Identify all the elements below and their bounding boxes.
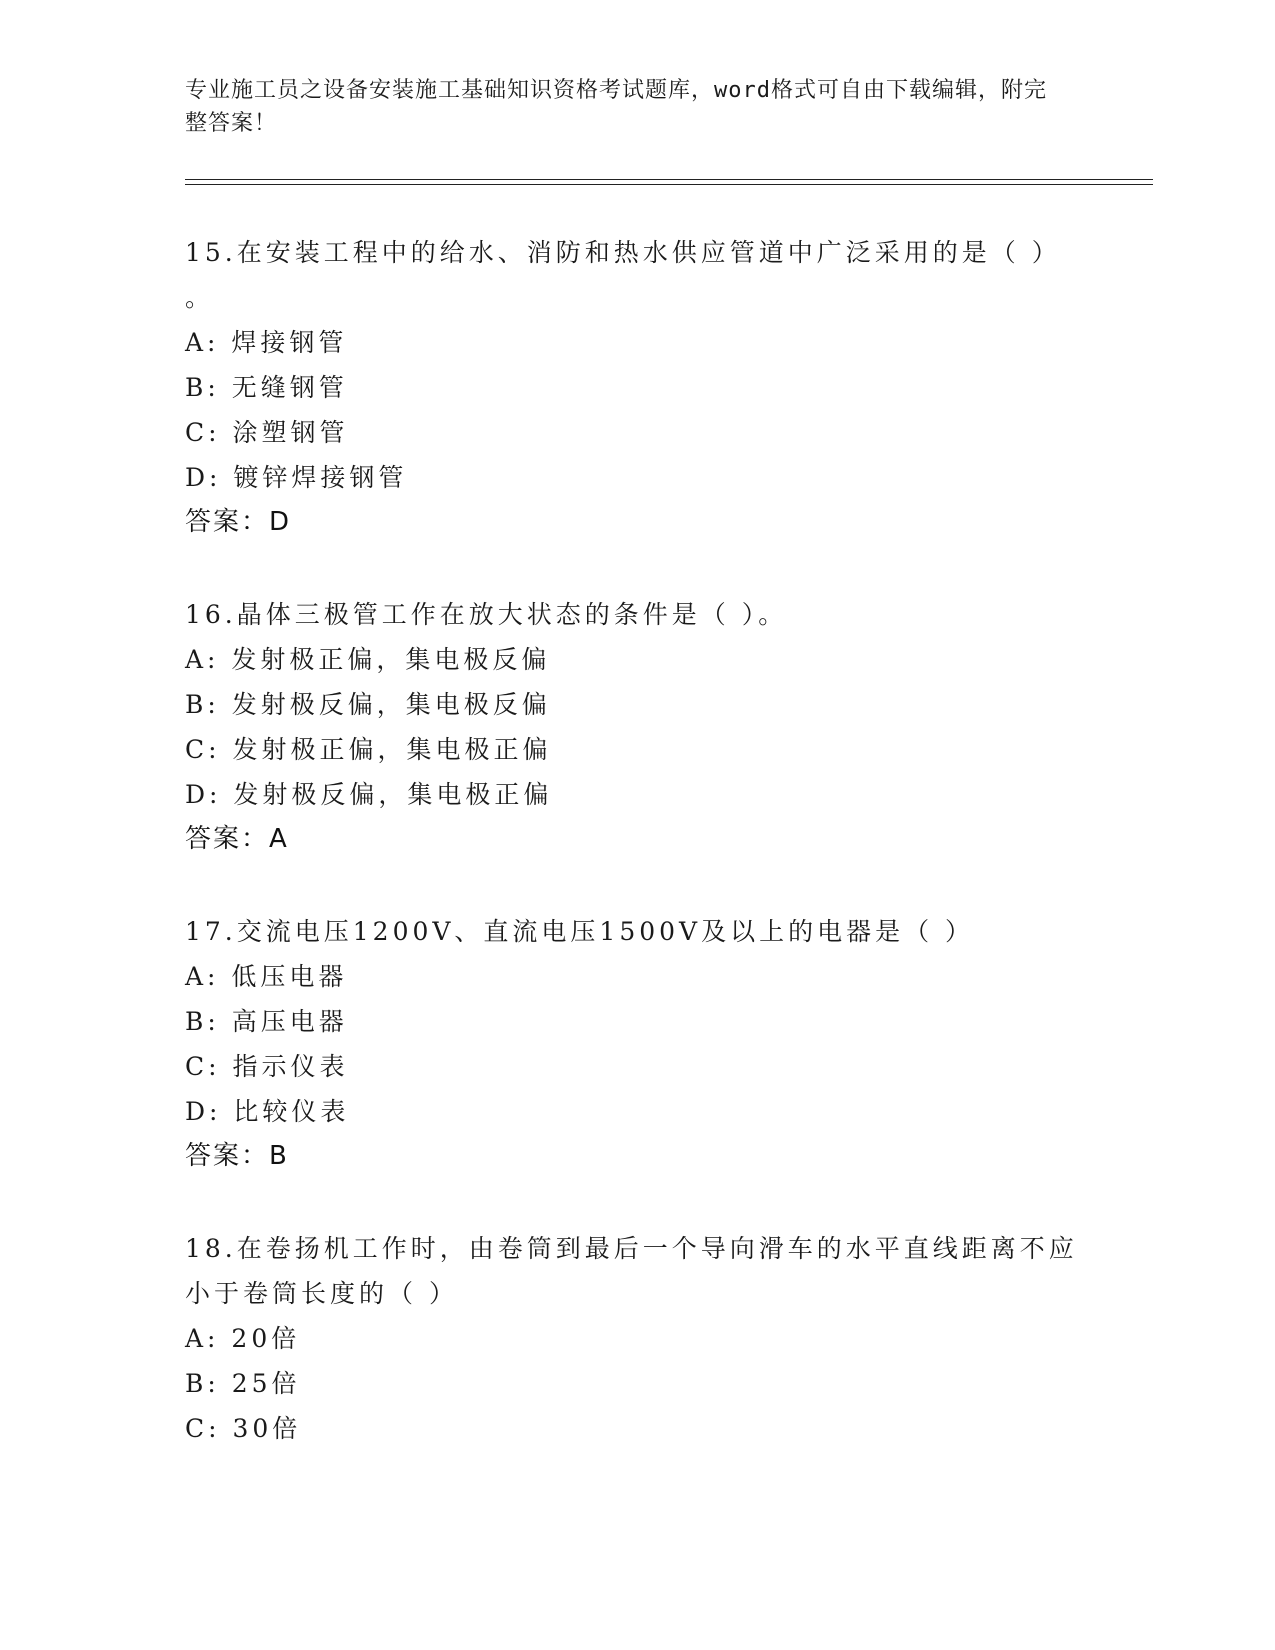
option-a: A: 低压电器 bbox=[185, 962, 348, 991]
option-b: B: 无缝钢管 bbox=[185, 373, 348, 402]
question-stem: 15.在安装工程中的给水、消防和热水供应管道中广泛采用的是（ ） bbox=[185, 238, 1061, 267]
question-15 bbox=[185, 230, 1085, 545]
option-b: B: 25倍 bbox=[185, 1369, 301, 1398]
question-stem-tail: 。 bbox=[185, 283, 211, 312]
question-17 bbox=[185, 909, 1085, 1179]
header-divider-bottom bbox=[185, 184, 1153, 185]
option-d: D: 比较仪表 bbox=[185, 1097, 350, 1126]
question-stem: 18.在卷扬机工作时，由卷筒到最后一个导向滑车的水平直线距离不应小于卷筒长度的（ ） bbox=[185, 1234, 1078, 1308]
option-c: C: 发射极正偏，集电极正偏 bbox=[185, 735, 552, 764]
option-b: B: 高压电器 bbox=[185, 1007, 348, 1036]
document-header: 专业施工员之设备安装施工基础知识资格考试题库，word格式可自由下载编辑，附完整答案！ bbox=[185, 78, 1047, 136]
question-18 bbox=[185, 1226, 1085, 1451]
option-d: D: 发射极反偏，集电极正偏 bbox=[185, 780, 553, 809]
option-a: A: 20倍 bbox=[185, 1324, 301, 1353]
option-a: A: 焊接钢管 bbox=[185, 328, 348, 357]
option-d: D: 镀锌焊接钢管 bbox=[185, 463, 408, 492]
option-b: B: 发射极反偏，集电极反偏 bbox=[185, 690, 551, 719]
question-spacer bbox=[185, 545, 1085, 592]
option-c: C: 30倍 bbox=[185, 1414, 302, 1443]
question-stem: 16.晶体三极管工作在放大状态的条件是（ ）。 bbox=[185, 600, 788, 629]
question-16 bbox=[185, 592, 1085, 862]
question-stem: 17.交流电压1200V、直流电压1500V及以上的电器是（ ） bbox=[185, 917, 975, 946]
option-c: C: 指示仪表 bbox=[185, 1052, 349, 1081]
answer-label: 答案：D bbox=[185, 507, 292, 537]
option-c: C: 涂塑钢管 bbox=[185, 418, 349, 447]
answer-label: 答案：A bbox=[185, 824, 289, 854]
question-list bbox=[185, 230, 1085, 1451]
answer-label: 答案：B bbox=[185, 1141, 289, 1171]
question-spacer bbox=[185, 862, 1085, 909]
option-a: A: 发射极正偏，集电极反偏 bbox=[185, 645, 551, 674]
header-divider-top bbox=[185, 179, 1153, 180]
question-spacer bbox=[185, 1179, 1085, 1226]
